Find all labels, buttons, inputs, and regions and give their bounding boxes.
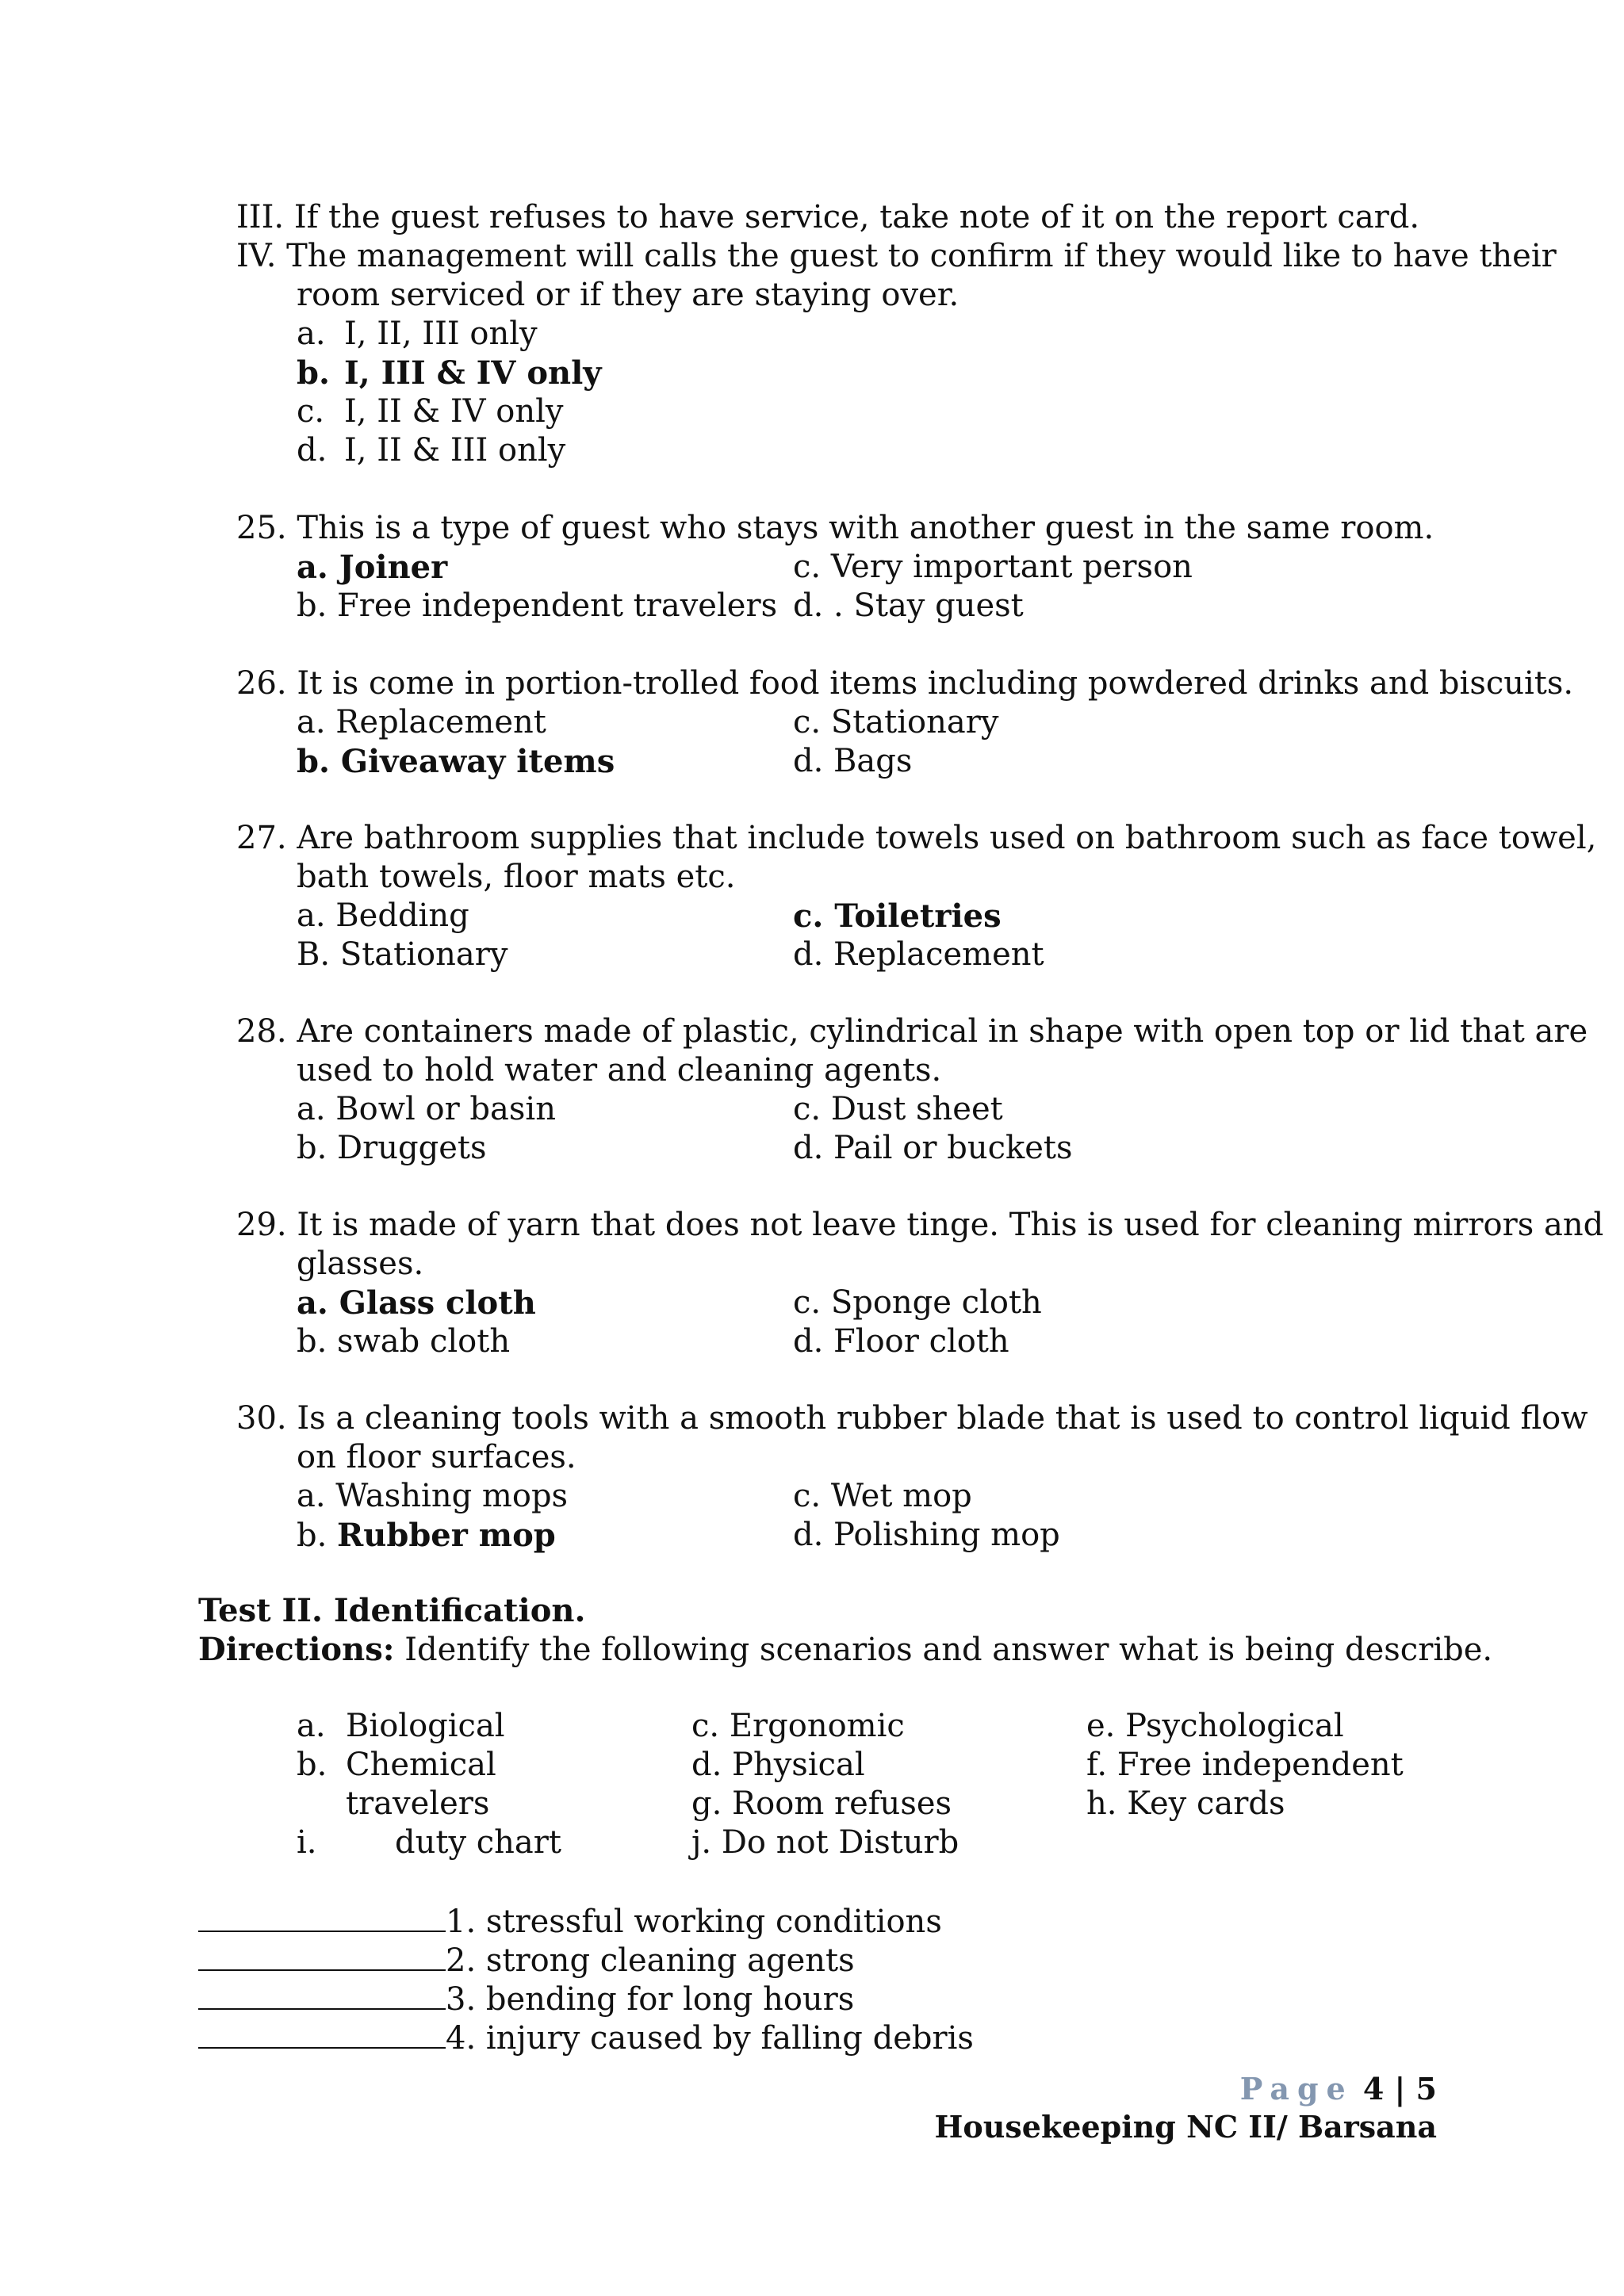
directions-label: Directions: [198,1631,395,1668]
item-4: 4. injury caused by falling debris [198,2017,974,2058]
option-c-text: I, II & IV only [344,393,564,430]
q29-option-b: b. swab cloth [297,1323,511,1360]
choice-c: c. Ergonomic [691,1708,905,1744]
choice-f: f. Free independent [1086,1747,1404,1783]
choice-j: j. Do not Disturb [691,1824,959,1861]
option-c: c. [297,393,325,430]
question-30-cont: on floor surfaces. [297,1439,576,1475]
page-word: Page [1239,2071,1354,2107]
choice-i-letter: i. [297,1824,317,1861]
choice-d: d. Physical [691,1747,865,1783]
q25-option-c: c. Very important person [793,549,1193,585]
q26-option-b-answer: b. Giveaway items [297,743,615,780]
choice-a-letter: a. [297,1708,326,1744]
directions [198,1630,1492,1670]
option-a-text: I, II, III only [344,316,538,352]
option-b-text-answer: I, III & IV only [344,354,602,392]
q28-option-b: b. Druggets [297,1130,487,1166]
q27-option-a: a. Bedding [297,897,469,934]
answer-blank[interactable] [198,2017,446,2049]
q26-option-d: d. Bags [793,743,913,779]
answer-blank[interactable] [198,1900,446,1932]
q27-option-d: d. Replacement [793,936,1044,973]
q30-option-b: b. Rubber mop [297,1517,556,1554]
q25-option-d: d. . Stay guest [793,587,1024,624]
q26-option-a: a. Replacement [297,704,546,740]
choice-i: duty chart [395,1824,561,1861]
choice-b-letter: b. [297,1747,327,1783]
page-count: 4 | 5 [1362,2071,1437,2107]
question-27-cont: bath towels, floor mats etc. [297,859,736,895]
q26-option-c: c. Stationary [793,704,999,740]
footer-course: Housekeeping NC II/ Barsana [934,2109,1437,2145]
statement-iii: III. If the guest refuses to have service, take note of it on the report card. [236,199,1420,235]
question-29-cont: glasses. [297,1246,424,1282]
question-26: 26. It is come in portion-trolled food items including powdered drinks and biscuits. [236,665,1574,702]
choice-a: Biological [346,1708,505,1744]
q29-option-d: d. Floor cloth [793,1323,1009,1360]
test-ii-heading: Test II. Identification. [198,1592,586,1629]
q25-option-b: b. Free independent travelers [297,587,778,624]
question-28-cont: used to hold water and cleaning agents. [297,1052,942,1089]
choice-g: g. Room refuses [691,1785,952,1822]
directions-text: Identify the following scenarios and answer what is being describe. [394,1632,1493,1668]
q28-option-c: c. Dust sheet [793,1091,1003,1127]
option-a: a. [297,316,326,352]
choice-b: Chemical [346,1747,496,1783]
question-29: 29. It is made of yarn that does not leave tinge. This is used for cleaning mirrors and [236,1207,1604,1243]
question-30: 30. Is a cleaning tools with a smooth rubber blade that is used to control liquid flow [236,1400,1588,1437]
q29-option-a-answer: a. Glass cloth [297,1284,536,1322]
q25-option-a-answer: a. Joiner [297,549,448,586]
option-d-text: I, II & III only [344,432,566,469]
q30-option-b-answer: Rubber mop [337,1517,556,1554]
q27-option-c-answer: c. Toiletries [793,897,1002,935]
statement-iv-cont: room serviced or if they are staying over. [297,277,959,313]
q30-option-d: d. Polishing mop [793,1517,1060,1553]
question-27: 27. Are bathroom supplies that include towels used on bathroom such as face towel, [236,820,1597,856]
page-number [1240,2069,1437,2109]
answer-blank[interactable] [198,1939,446,1971]
item-1: 1. stressful working conditions [198,1900,942,1942]
answer-blank[interactable] [198,1978,446,2010]
q27-option-b: B. Stationary [297,936,508,973]
question-28: 28. Are containers made of plastic, cylindrical in shape with open top or lid that are [236,1013,1588,1050]
choice-h: h. Key cards [1086,1785,1285,1822]
choice-f-cont: travelers [346,1785,490,1822]
choice-e: e. Psychological [1086,1708,1344,1744]
item-3: 3. bending for long hours [198,1978,854,2019]
option-b: b. [297,354,330,392]
q29-option-c: c. Sponge cloth [793,1284,1042,1321]
q30-option-a: a. Washing mops [297,1478,569,1514]
option-d: d. [297,432,327,469]
q28-option-a: a. Bowl or basin [297,1091,556,1127]
q30-option-c: c. Wet mop [793,1478,972,1514]
statement-iv: IV. The management will calls the guest to confirm if they would like to have their [236,238,1557,274]
q28-option-d: d. Pail or buckets [793,1130,1073,1166]
item-2: 2. strong cleaning agents [198,1939,855,1980]
question-25: 25. This is a type of guest who stays with another guest in the same room. [236,510,1434,546]
